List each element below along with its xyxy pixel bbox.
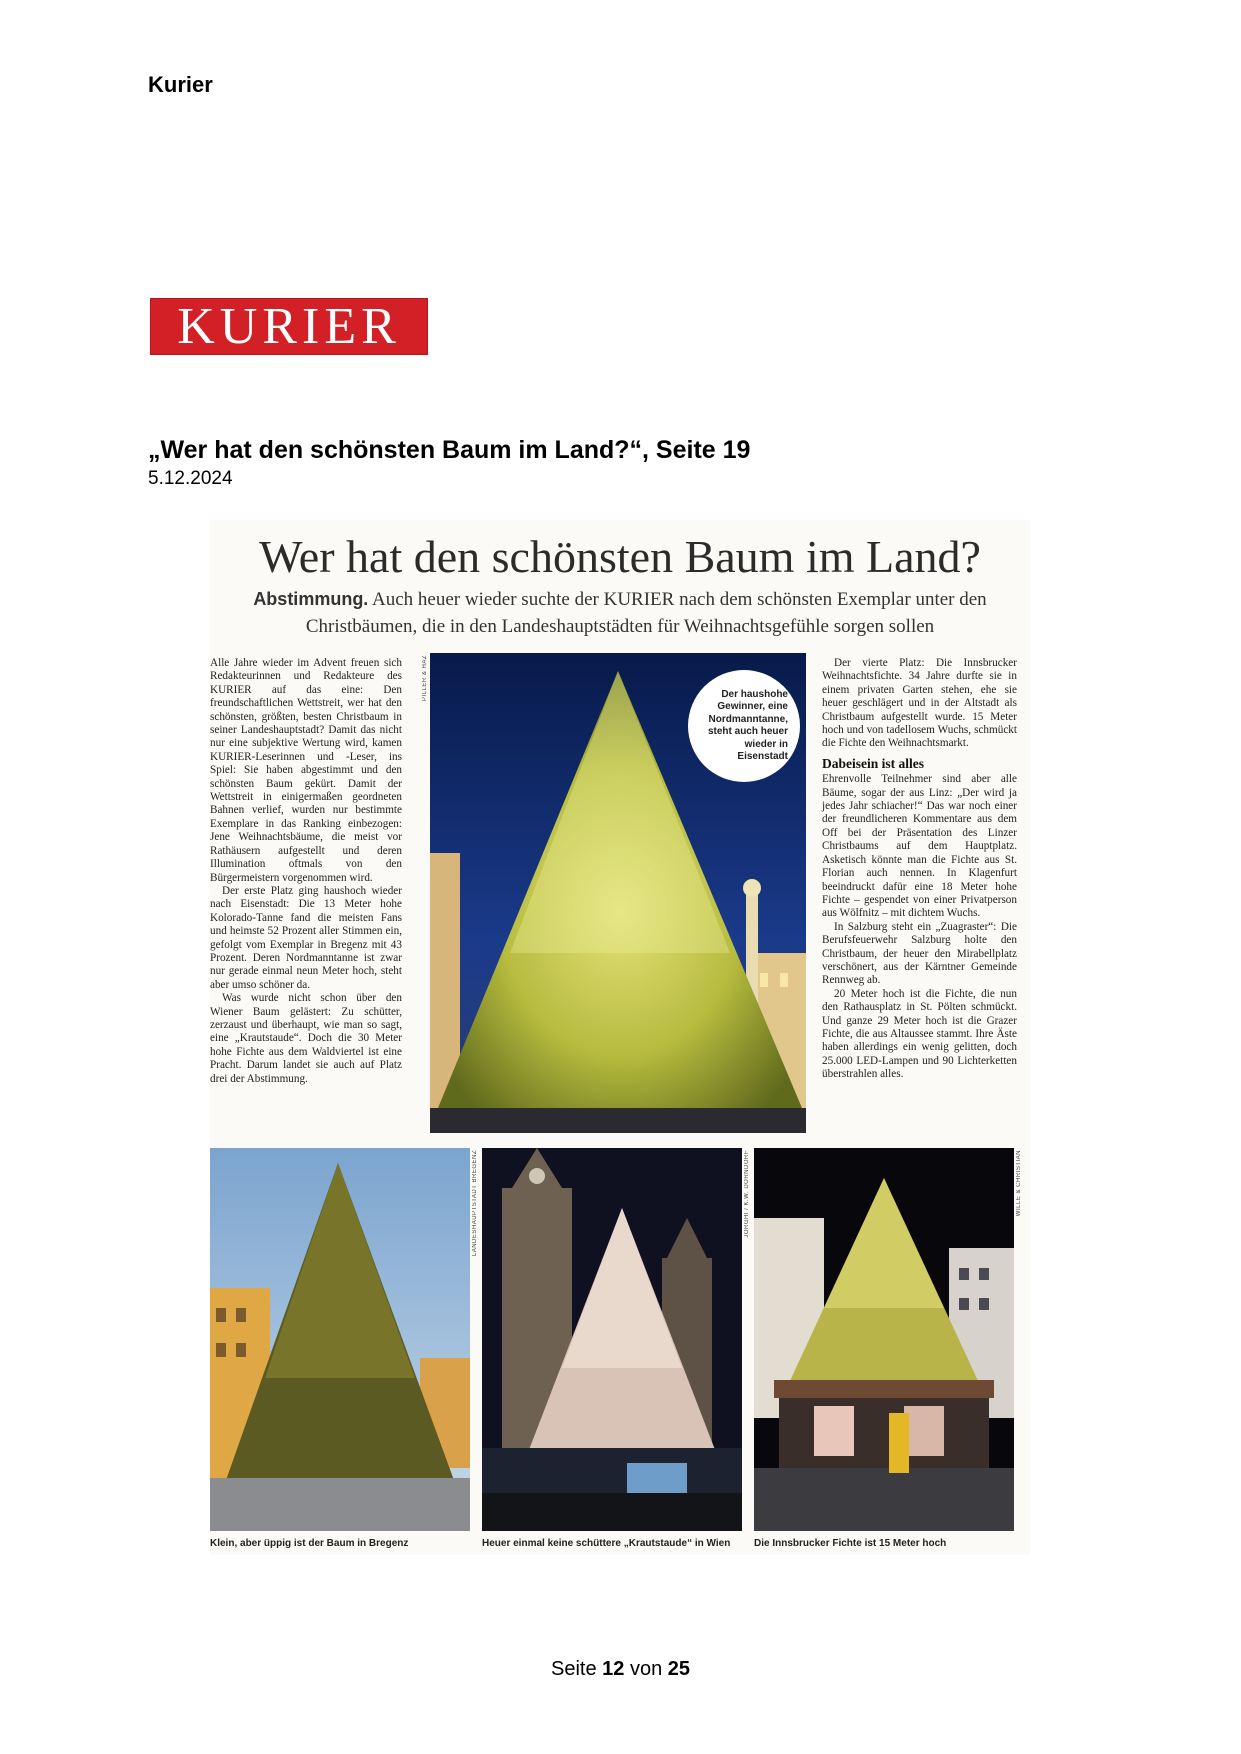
clipping-teaser [250, 586, 990, 640]
photo-credit: JORGHI / K.W. DORNDORF [744, 1150, 750, 1238]
photo-credit: LANDESHAUPTSTADT BREGENZ [472, 1150, 478, 1257]
right-paragraph: 20 Meter hoch ist die Fichte, die nun den Rathausplatz in St. Pölten schmückt. Und ganze 29 Meter hoch ist die Grazer Fichte, die aus Altaussee stammt. Ihre Äste haben allerdings ein wenig gelitten, doch 25.000 LED-Lampen und 90 Lichterketten überstrahlen alles. [822, 987, 1017, 1081]
current-page: 12 [602, 1658, 625, 1680]
wien-tree-image [482, 1148, 742, 1531]
source-name: Kurier [148, 72, 213, 97]
left-paragraph: Der erste Platz ging haushoch wieder nach Eisenstadt: Die 13 Meter hohe Kolorado-Tanne fand die meisten Fans und heimste 52 Prozent aller Stimmen ein, gefolgt vom Exemplar in Bregenz mit 43 Prozent. Deren Nordmanntanne ist zwar nur gerade einmal neun Meter hoch, steht aber umso schöner da. [210, 884, 402, 991]
right-paragraph: Der vierte Platz: Die Innsbrucker Weihnachtsfichte. 34 Jahre durfte sie in einem privaten Garten stehen, ehe sie heuer geschlägert und in der Altstadt als Christbaum aufgestellt wurde. 15 Meter hoch und von tadellosem Wuchs, schmückt die Fichte den Weihnachtsmarkt. [822, 657, 1017, 750]
photo-wien-tree [482, 1148, 742, 1531]
newspaper-clipping [210, 520, 1030, 1555]
photo-caption-innsbruck: Die Innsbrucker Fichte ist 15 Meter hoch [754, 1538, 947, 1549]
kurier-logo: KURIER [150, 298, 428, 355]
total-pages: 25 [667, 1658, 690, 1680]
article-title: „Wer hat den schönsten Baum im Land?“, Seite 19 [148, 436, 751, 464]
left-text-column [210, 657, 402, 1086]
page-number [0, 1658, 1241, 1681]
teaser-text: Auch heuer wieder suchte der KURIER nach dem schönsten Exemplar unter den Christbäumen, die in den Landeshauptstädten für Weihnachtsgefühle sorgen sollen [305, 589, 987, 637]
left-paragraph: Alle Jahre wieder im Advent freuen sich Redakteurinnen und Redakteure des KURIER auf das eine: Den freundschaftlichen Wettstreit, wer hat den schönsten, größten, besten Christbaum in seiner Landeshauptstadt? Damit das nicht nur eine subjektive Wertung wird, kamen KURIER-Leserinnen und -Leser, ins Spiel: Sie haben abgestimmt und den schönsten Baum gekürt. Damit der Wettstreit in einigermaßen geordneten Bahnen verlief, wurden nur bestimmte Exemplare in das Ranking einbezogen: Jene Weihnachtsbäume, die meist vor Rathäusern aufgestellt und deren Illumination oftmals von den Bürgermeistern vorgenommen wird. [210, 657, 402, 884]
photo-credit: WILLE & CHRISTIAN [1016, 1150, 1022, 1217]
right-paragraph: In Salzburg steht ein „Zuagraster“: Die Berufsfeuerwehr Salzburg holte den Christbaum, der heuer den Mirabellplatz verschönert, aus der Kärntner Gemeinde Rennweg ab. [822, 920, 1017, 987]
photo-bregenz-tree [210, 1148, 470, 1531]
right-paragraph: Ehrenvolle Teilnehmer sind aber alle Bäume, sogar der aus Linz: „Der wird ja jedes Jahr schiacher!“ Das war noch einer der freundlicheren Kommentare aus dem Off bei der Präsentation des Linzer Christbaums auf dem Hauptplatz. Asketisch könnte man die Fichte aus St. Florian auch nennen. In Klagenfurt beeindruckt dafür eine 18 Meter hohe Fichte – gespendet von einer Privatperson aus Wölfnitz – mit dichtem Wuchs. [822, 773, 1017, 920]
page-middle: von [624, 1658, 668, 1680]
info-bubble: Der haushohe Gewinner, eine Nordmanntanne, steht auch heuer wieder in Eisenstadt [688, 670, 800, 782]
clipping-headline: Wer hat den schönsten Baum im Land? [259, 531, 981, 582]
photo-innsbruck-tree [754, 1148, 1014, 1531]
photo-credit: PILLER & HAZ [422, 655, 428, 702]
innsbruck-tree-image [754, 1148, 1014, 1531]
article-date: 5.12.2024 [148, 468, 233, 489]
bregenz-tree-image [210, 1148, 470, 1531]
page-prefix: Seite [550, 1658, 603, 1680]
right-text-column [822, 657, 1017, 1082]
left-paragraph: Was wurde nicht schon über den Wiener Baum gelästert: Zu schütter, zerzaust und überhaupt, wie man so sagt, eine „Krautstaude“. Doch die 30 Meter hohe Fichte aus dem Waldviertel ist eine Pracht. Darum landet sie auch auf Platz drei der Abstimmung. [210, 992, 402, 1085]
photo-caption-wien: Heuer einmal keine schüttere „Krautstaude“ in Wien [482, 1538, 731, 1549]
photo-caption-bregenz: Klein, aber üppig ist der Baum in Bregenz [210, 1538, 409, 1549]
teaser-kicker: Abstimmung. [253, 589, 369, 609]
section-subheading: Dabeisein ist alles [822, 755, 925, 771]
